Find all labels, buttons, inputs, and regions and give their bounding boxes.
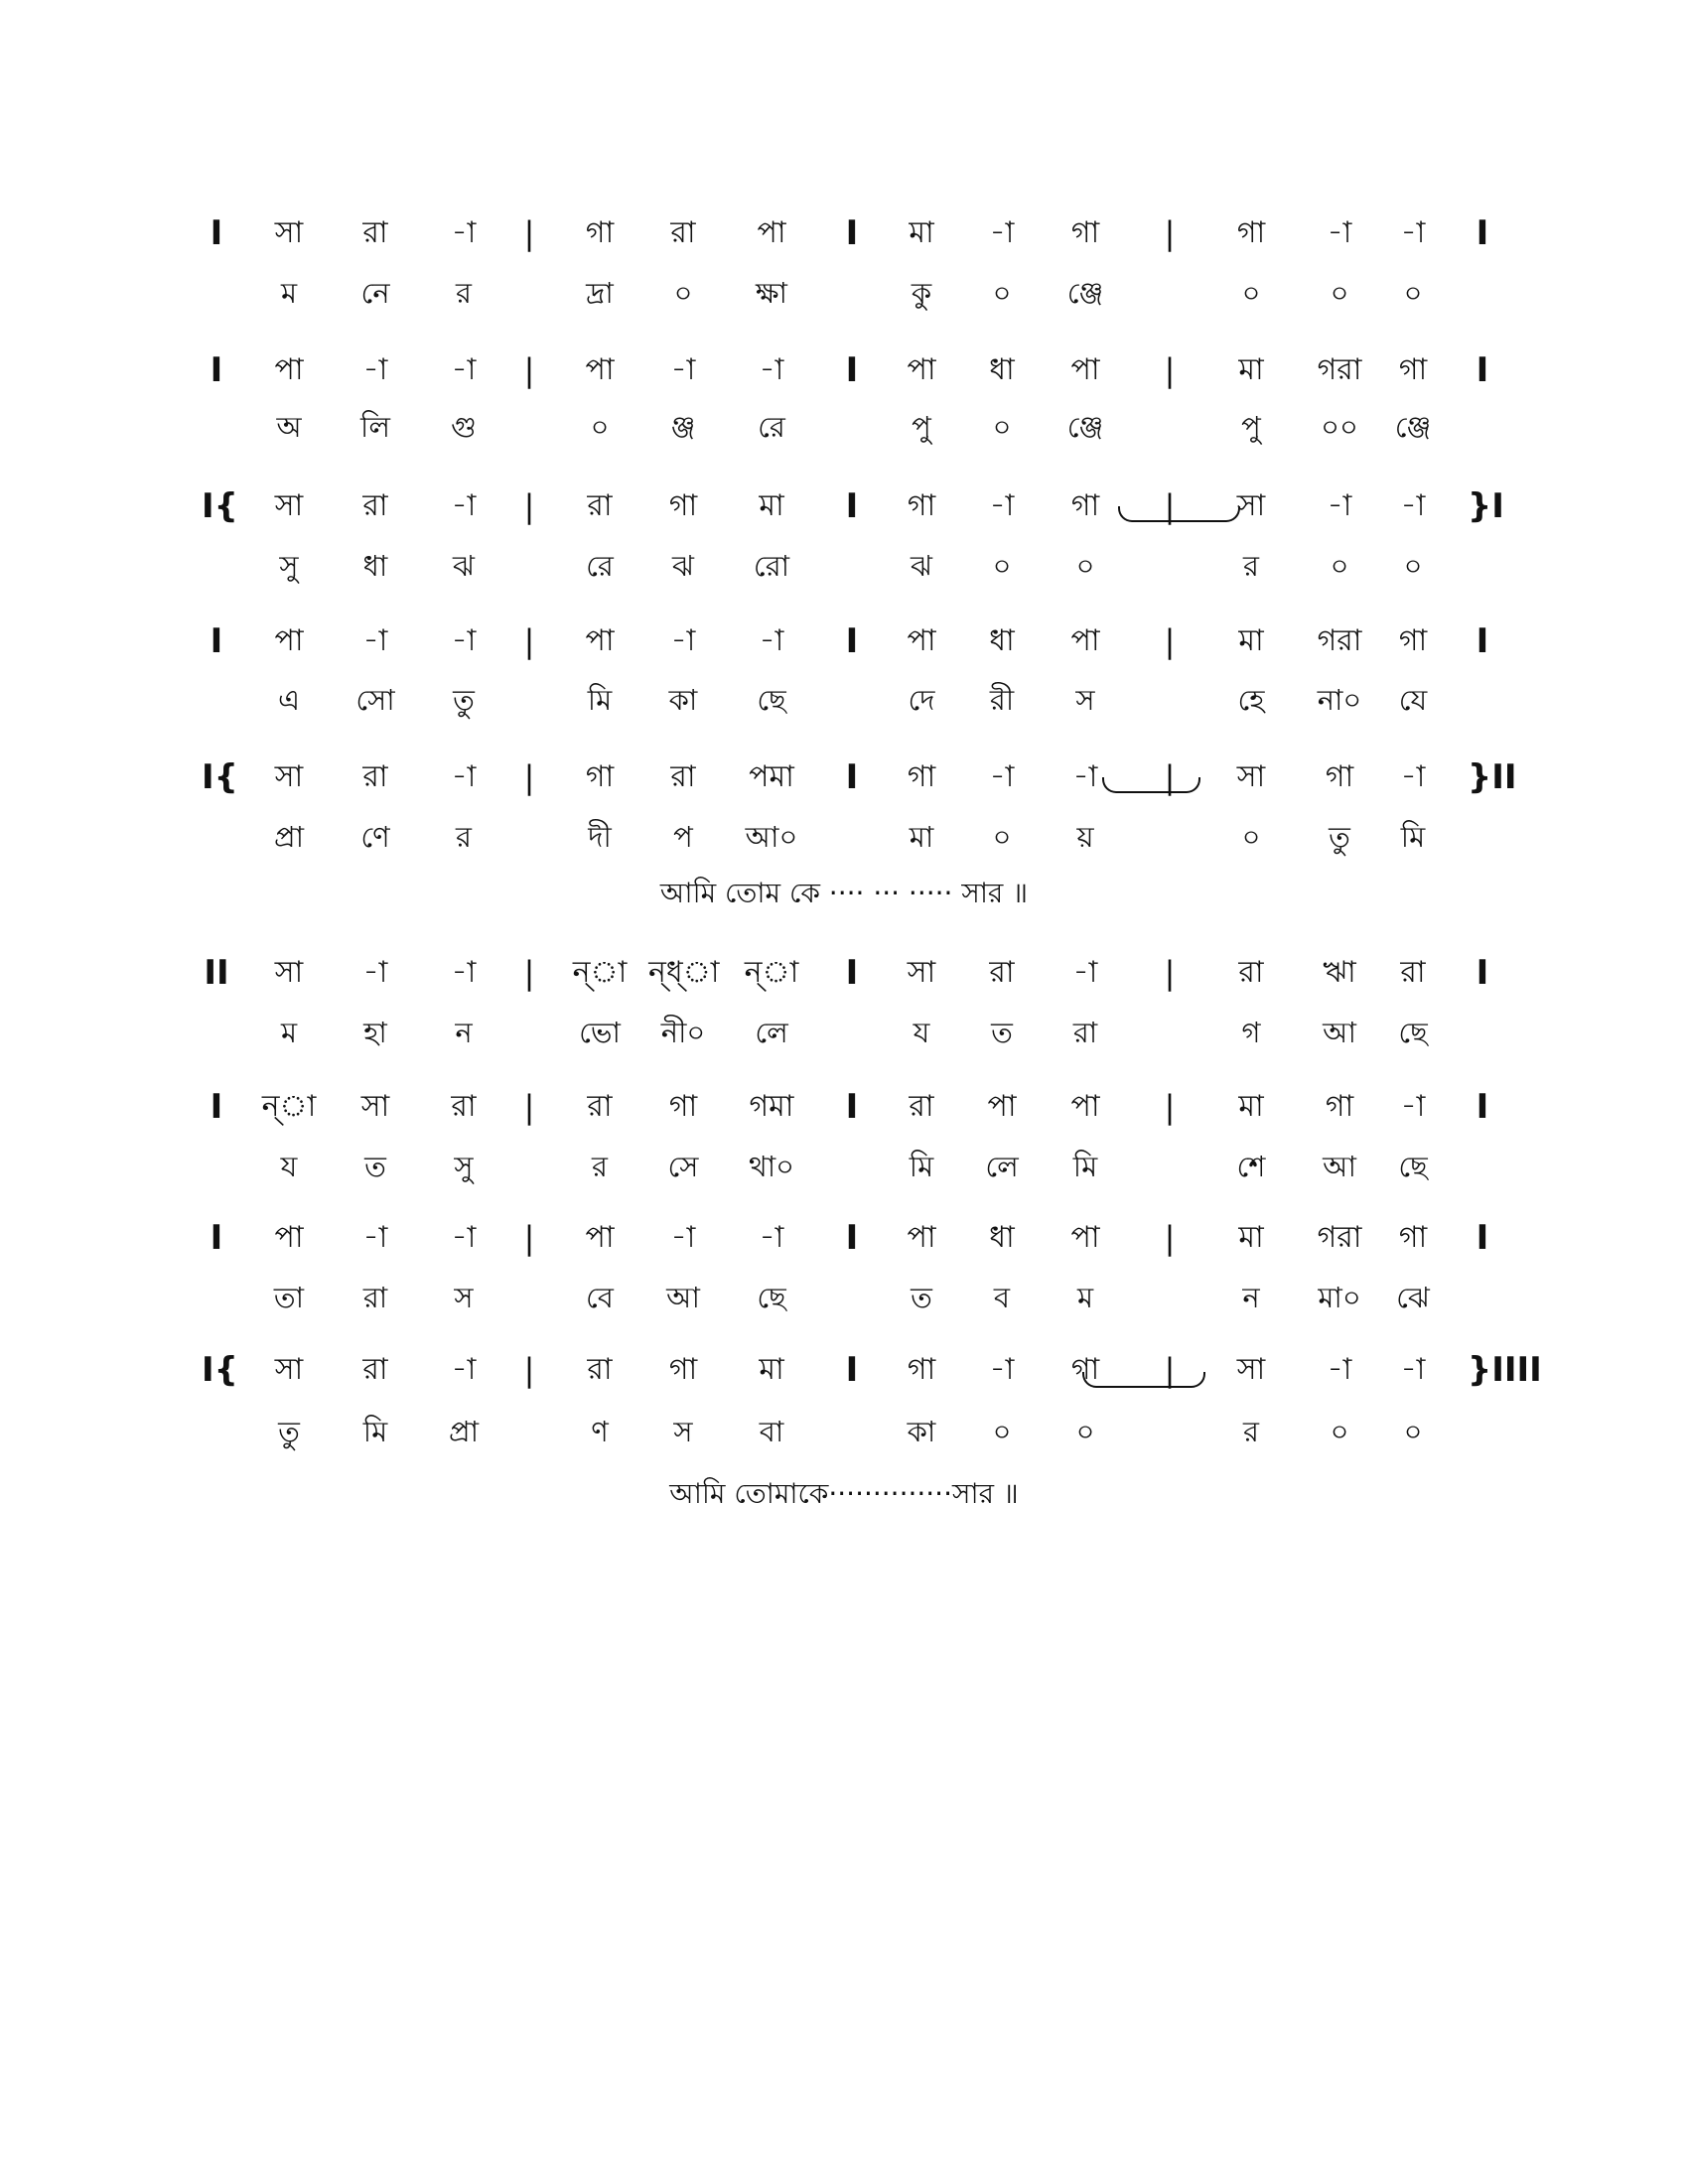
lyric-syllable: যে bbox=[1398, 683, 1428, 717]
note: -া bbox=[759, 352, 784, 387]
note: সা bbox=[1236, 1352, 1266, 1387]
lyric-syllable: মি bbox=[1400, 820, 1426, 854]
note: -া bbox=[451, 1352, 477, 1387]
bar-line: I bbox=[1476, 350, 1489, 390]
notation-line bbox=[0, 1218, 1688, 1258]
note: -া bbox=[451, 623, 477, 658]
lyric-syllable: এ bbox=[277, 683, 301, 717]
lyric-syllable: ০ bbox=[590, 410, 610, 444]
note: রা bbox=[587, 488, 613, 523]
note: রা bbox=[1400, 955, 1426, 990]
lyric-syllable: অ bbox=[276, 410, 302, 444]
bar-line: I bbox=[1476, 953, 1489, 993]
note: -া bbox=[451, 488, 477, 523]
note: -া bbox=[451, 759, 477, 794]
lyric-syllable: ০ bbox=[992, 276, 1012, 310]
lyric-syllable: ঞ্জে bbox=[1394, 410, 1432, 444]
lyric-syllable: তা bbox=[273, 1281, 305, 1314]
lyric-syllable: য bbox=[280, 1150, 298, 1183]
bar-line: | bbox=[523, 954, 535, 992]
note: গা bbox=[668, 488, 698, 523]
notation-line bbox=[0, 1350, 1688, 1390]
note: -া bbox=[451, 1220, 477, 1255]
note: পা bbox=[585, 623, 615, 658]
refrain-line: আমি তোম কে ···· ··· ····· সার ॥ bbox=[659, 877, 1029, 909]
bar-line: I bbox=[1476, 621, 1489, 661]
bar-line: I bbox=[845, 213, 859, 253]
note: গা bbox=[1070, 488, 1100, 523]
lyric-syllable: ঞ্জে bbox=[1066, 276, 1104, 310]
note: রা bbox=[670, 759, 696, 794]
note: গা bbox=[1325, 759, 1354, 794]
lyric-syllable: ধা bbox=[362, 549, 388, 583]
bar-line: I bbox=[1476, 1218, 1489, 1258]
lyric-syllable: ত bbox=[991, 1016, 1013, 1049]
note: পমা bbox=[749, 759, 794, 794]
lyric-syllable: প bbox=[673, 820, 693, 854]
lyric-syllable: র bbox=[592, 1150, 608, 1183]
lyric-syllable: ০ bbox=[992, 410, 1012, 444]
lyric-syllable: মা০ bbox=[1318, 1281, 1361, 1314]
note: গা bbox=[907, 488, 936, 523]
lyric-syllable: গু bbox=[451, 410, 477, 444]
note: -া bbox=[1072, 955, 1098, 990]
note: -া bbox=[989, 1352, 1015, 1387]
note: রা bbox=[362, 215, 388, 250]
note: ন্‌া bbox=[572, 955, 628, 990]
note: -া bbox=[362, 1220, 388, 1255]
lyric-syllable: মি bbox=[362, 1415, 388, 1448]
lyric-syllable: লে bbox=[755, 1016, 788, 1049]
note: মা bbox=[1238, 1220, 1264, 1255]
note: গা bbox=[1398, 352, 1428, 387]
lyric-syllable: ন bbox=[455, 1016, 473, 1049]
lyric-syllable: ঝে bbox=[1396, 1281, 1430, 1314]
lyric-syllable: গ bbox=[1241, 1016, 1261, 1049]
note: সা bbox=[274, 1352, 304, 1387]
bar-line: | bbox=[523, 1219, 535, 1257]
lyric-syllable: ০ bbox=[1075, 1415, 1095, 1448]
lyric-syllable: ব bbox=[993, 1281, 1011, 1314]
note: পা bbox=[274, 352, 304, 387]
note: সা bbox=[360, 1089, 390, 1124]
note: সা bbox=[274, 215, 304, 250]
lyric-syllable: ম bbox=[280, 1016, 298, 1049]
note: সা bbox=[274, 488, 304, 523]
note: ন্‌ধ্‌া bbox=[648, 955, 720, 990]
note: গরা bbox=[1317, 352, 1362, 387]
lyric-line bbox=[0, 1013, 1688, 1052]
bar-line: I bbox=[845, 1350, 859, 1390]
lyric-syllable: রা bbox=[1072, 1016, 1098, 1049]
note: মা bbox=[909, 215, 934, 250]
lyric-syllable: রো bbox=[753, 549, 790, 583]
tie-mark bbox=[1118, 506, 1240, 522]
lyric-syllable: না০ bbox=[1317, 683, 1362, 717]
note: -া bbox=[1400, 488, 1426, 523]
lyric-syllable: ঝ bbox=[911, 549, 932, 583]
lyric-syllable: বা bbox=[759, 1415, 784, 1448]
lyric-syllable: পু bbox=[912, 410, 931, 444]
lyric-syllable: ০ bbox=[1241, 820, 1261, 854]
lyric-syllable: কু bbox=[911, 276, 932, 310]
note: মা bbox=[759, 1352, 784, 1387]
refrain-line: আমি তোমাকে··············সার ॥ bbox=[669, 1477, 1019, 1510]
lyric-syllable: প্রা bbox=[273, 820, 305, 854]
lyric-line bbox=[0, 1147, 1688, 1186]
note: গা bbox=[1398, 623, 1428, 658]
note: গা bbox=[907, 1352, 936, 1387]
lyric-syllable: হা bbox=[363, 1016, 387, 1049]
note: ধা bbox=[989, 1220, 1015, 1255]
lyric-line bbox=[0, 273, 1688, 313]
note: গা bbox=[1325, 1089, 1354, 1124]
note: -া bbox=[1327, 215, 1352, 250]
note: -া bbox=[759, 1220, 784, 1255]
lyric-syllable: ০ bbox=[992, 549, 1012, 583]
lyric-syllable: ভো bbox=[579, 1016, 621, 1049]
lyric-syllable: কা bbox=[668, 683, 698, 717]
lyric-syllable: দ্রা bbox=[586, 276, 614, 310]
notation-line bbox=[0, 757, 1688, 797]
bar-line: I bbox=[845, 757, 859, 797]
note: ধা bbox=[989, 352, 1015, 387]
note: সা bbox=[1236, 759, 1266, 794]
lyric-syllable: আ bbox=[1323, 1150, 1356, 1183]
lyric-syllable: তু bbox=[278, 1415, 300, 1448]
bar-line: I{ bbox=[202, 757, 238, 797]
note: পা bbox=[1070, 352, 1100, 387]
lyric-syllable: রা bbox=[362, 1281, 388, 1314]
lyric-syllable: ম bbox=[1076, 1281, 1094, 1314]
lyric-syllable: মি bbox=[909, 1150, 934, 1183]
lyric-syllable: মি bbox=[1072, 1150, 1098, 1183]
note: গা bbox=[907, 759, 936, 794]
notation-line bbox=[0, 486, 1688, 526]
notation-line bbox=[0, 213, 1688, 253]
lyric-syllable: সে bbox=[667, 1150, 699, 1183]
lyric-syllable: স bbox=[454, 1281, 474, 1314]
lyric-syllable: মা bbox=[909, 820, 934, 854]
notation-line bbox=[0, 953, 1688, 993]
note: -া bbox=[362, 352, 388, 387]
lyric-line bbox=[0, 546, 1688, 586]
note: রা bbox=[587, 1089, 613, 1124]
bar-line: | bbox=[523, 1351, 535, 1389]
lyric-syllable: সু bbox=[279, 549, 299, 583]
note: গা bbox=[1236, 215, 1266, 250]
note: -া bbox=[451, 215, 477, 250]
bar-line: I bbox=[845, 1218, 859, 1258]
note: মা bbox=[759, 488, 784, 523]
lyric-syllable: বে bbox=[586, 1281, 614, 1314]
note: পা bbox=[585, 352, 615, 387]
tie-mark bbox=[1082, 1372, 1205, 1388]
lyric-syllable: দে bbox=[908, 683, 935, 717]
note: -া bbox=[989, 215, 1015, 250]
bar-line: I bbox=[845, 350, 859, 390]
lyric-syllable: ০ bbox=[1330, 1415, 1349, 1448]
bar-line: }I bbox=[1468, 486, 1504, 526]
lyric-syllable: র bbox=[456, 276, 472, 310]
bar-line: | bbox=[523, 214, 535, 252]
lyric-syllable: র bbox=[1243, 1415, 1259, 1448]
note: রা bbox=[587, 1352, 613, 1387]
note: রা bbox=[362, 759, 388, 794]
lyric-syllable: ত bbox=[364, 1150, 386, 1183]
note: -া bbox=[989, 488, 1015, 523]
bar-line: | bbox=[1164, 622, 1176, 660]
note: গরা bbox=[1317, 623, 1362, 658]
lyric-syllable: রী bbox=[989, 683, 1015, 717]
lyric-syllable: ম bbox=[280, 276, 298, 310]
note: পা bbox=[1070, 623, 1100, 658]
bar-line: I bbox=[845, 953, 859, 993]
note: -া bbox=[1072, 759, 1098, 794]
note: পা bbox=[1070, 1220, 1100, 1255]
note: রা bbox=[451, 1089, 477, 1124]
bar-line: | bbox=[523, 351, 535, 389]
lyric-syllable: র bbox=[1243, 549, 1259, 583]
note: পা bbox=[274, 623, 304, 658]
lyric-syllable: লি bbox=[360, 410, 390, 444]
bar-line: II bbox=[204, 953, 229, 993]
note: রা bbox=[670, 215, 696, 250]
lyric-syllable: ০ bbox=[1241, 276, 1261, 310]
bar-line: }IIII bbox=[1468, 1350, 1542, 1390]
lyric-syllable: আ০ bbox=[745, 820, 798, 854]
note: গা bbox=[585, 215, 615, 250]
bar-line: | bbox=[1164, 1351, 1176, 1389]
note: -া bbox=[1400, 215, 1426, 250]
lyric-syllable: য় bbox=[1076, 820, 1094, 854]
bar-line: I{ bbox=[202, 486, 238, 526]
bar-line: I bbox=[210, 1087, 223, 1127]
bar-line: | bbox=[523, 487, 535, 525]
lyric-line bbox=[0, 1412, 1688, 1451]
bar-line: }II bbox=[1468, 757, 1517, 797]
lyric-syllable: ঞ্জ bbox=[670, 410, 696, 444]
note: -া bbox=[670, 1220, 696, 1255]
note: -া bbox=[1400, 1352, 1426, 1387]
lyric-syllable: ০ bbox=[1330, 276, 1349, 310]
note: -া bbox=[451, 352, 477, 387]
note: -া bbox=[1400, 759, 1426, 794]
lyric-syllable: শে bbox=[1236, 1150, 1266, 1183]
lyric-syllable: তু bbox=[453, 683, 475, 717]
note: মা bbox=[1238, 1089, 1264, 1124]
note: মা bbox=[1238, 352, 1264, 387]
bar-line: I{ bbox=[202, 1350, 238, 1390]
note: -া bbox=[670, 352, 696, 387]
lyric-line bbox=[0, 680, 1688, 720]
lyric-syllable: ছে bbox=[757, 1281, 786, 1314]
note: রা bbox=[909, 1089, 934, 1124]
note: পা bbox=[907, 352, 936, 387]
note: -া bbox=[451, 955, 477, 990]
lyric-syllable: থা০ bbox=[748, 1150, 795, 1183]
lyric-syllable: স bbox=[1075, 683, 1095, 717]
notation-line bbox=[0, 350, 1688, 390]
lyric-syllable: ০ bbox=[992, 820, 1012, 854]
lyric-syllable: ছে bbox=[757, 683, 786, 717]
bar-line: I bbox=[845, 1087, 859, 1127]
bar-line: I bbox=[845, 486, 859, 526]
note: ন্‌া bbox=[261, 1089, 317, 1124]
note: -া bbox=[362, 955, 388, 990]
lyric-syllable: রে bbox=[758, 410, 785, 444]
bar-line: I bbox=[1476, 213, 1489, 253]
lyric-syllable: ত bbox=[911, 1281, 932, 1314]
note: পা bbox=[907, 623, 936, 658]
lyric-syllable: ঝ bbox=[672, 549, 694, 583]
lyric-syllable: ০ bbox=[1403, 1415, 1423, 1448]
bar-line: | bbox=[1164, 954, 1176, 992]
lyric-syllable: লে bbox=[985, 1150, 1019, 1183]
bar-line: I bbox=[1476, 1087, 1489, 1127]
note: গা bbox=[1398, 1220, 1428, 1255]
note: মা bbox=[1238, 623, 1264, 658]
note: -া bbox=[1327, 488, 1352, 523]
note: পা bbox=[585, 1220, 615, 1255]
lyric-syllable: মি bbox=[587, 683, 613, 717]
note: গা bbox=[1070, 215, 1100, 250]
note: পা bbox=[1070, 1089, 1100, 1124]
bar-line: | bbox=[1164, 214, 1176, 252]
lyric-syllable: সো bbox=[355, 683, 395, 717]
bar-line: | bbox=[1164, 1088, 1176, 1126]
note: গা bbox=[1070, 1352, 1100, 1387]
note: পা bbox=[274, 1220, 304, 1255]
lyric-syllable: য bbox=[913, 1016, 930, 1049]
lyric-syllable: ০ bbox=[1330, 549, 1349, 583]
bar-line: I bbox=[210, 1218, 223, 1258]
note: গরা bbox=[1317, 1220, 1362, 1255]
lyric-syllable: ০ bbox=[673, 276, 693, 310]
note: -া bbox=[670, 623, 696, 658]
lyric-syllable: নী০ bbox=[660, 1016, 706, 1049]
note: ন্‌া bbox=[744, 955, 799, 990]
note: গমা bbox=[749, 1089, 794, 1124]
lyric-syllable: আ bbox=[1323, 1016, 1356, 1049]
bar-line: | bbox=[1164, 1219, 1176, 1257]
lyric-syllable: রে bbox=[586, 549, 614, 583]
lyric-syllable: র bbox=[456, 820, 472, 854]
note: গা bbox=[668, 1089, 698, 1124]
lyric-syllable: ০০ bbox=[1321, 410, 1358, 444]
lyric-line bbox=[0, 817, 1688, 857]
note: -া bbox=[362, 623, 388, 658]
lyric-syllable: হে bbox=[1237, 683, 1265, 717]
lyric-syllable: দী bbox=[588, 820, 612, 854]
note: পা bbox=[757, 215, 786, 250]
lyric-line bbox=[0, 407, 1688, 447]
bar-line: | bbox=[1164, 351, 1176, 389]
lyric-syllable: আ bbox=[666, 1281, 700, 1314]
note: সা bbox=[274, 955, 304, 990]
note: সা bbox=[907, 955, 936, 990]
lyric-syllable: ০ bbox=[1075, 549, 1095, 583]
lyric-syllable: পু bbox=[1241, 410, 1261, 444]
lyric-syllable: ণ bbox=[591, 1415, 609, 1448]
lyric-syllable: ণে bbox=[360, 820, 390, 854]
notation-line bbox=[0, 621, 1688, 661]
lyric-syllable: নে bbox=[360, 276, 390, 310]
lyric-syllable: ঞ্জে bbox=[1066, 410, 1104, 444]
note: গা bbox=[668, 1352, 698, 1387]
note: রা bbox=[362, 488, 388, 523]
note: -া bbox=[989, 759, 1015, 794]
bar-line: | bbox=[1164, 758, 1176, 796]
bar-line: | bbox=[1164, 487, 1176, 525]
note: -া bbox=[1400, 1089, 1426, 1124]
tie-mark bbox=[1102, 777, 1200, 793]
lyric-syllable: প্রা bbox=[448, 1415, 480, 1448]
note: রা bbox=[989, 955, 1015, 990]
bar-line: | bbox=[523, 1088, 535, 1126]
note: ধা bbox=[989, 623, 1015, 658]
lyric-syllable: ০ bbox=[1403, 549, 1423, 583]
lyric-syllable: স bbox=[673, 1415, 693, 1448]
bar-line: | bbox=[523, 758, 535, 796]
lyric-syllable: ঝ bbox=[453, 549, 475, 583]
note: -া bbox=[759, 623, 784, 658]
note: -া bbox=[1327, 1352, 1352, 1387]
lyric-syllable: কা bbox=[907, 1415, 936, 1448]
note: রা bbox=[362, 1352, 388, 1387]
note: সা bbox=[1236, 488, 1266, 523]
lyric-syllable: ন bbox=[1242, 1281, 1260, 1314]
note: গা bbox=[585, 759, 615, 794]
notation-line bbox=[0, 1087, 1688, 1127]
bar-line: I bbox=[845, 621, 859, 661]
bar-line: I bbox=[210, 350, 223, 390]
lyric-syllable: ছে bbox=[1398, 1016, 1428, 1049]
bar-line: I bbox=[210, 621, 223, 661]
bar-line: | bbox=[523, 622, 535, 660]
note: রা bbox=[1238, 955, 1264, 990]
note: পা bbox=[987, 1089, 1017, 1124]
lyric-syllable: তু bbox=[1329, 820, 1350, 854]
lyric-line bbox=[0, 1278, 1688, 1317]
lyric-syllable: ০ bbox=[992, 1415, 1012, 1448]
lyric-syllable: ক্ষা bbox=[756, 276, 787, 310]
bar-line: I bbox=[210, 213, 223, 253]
note: সা bbox=[274, 759, 304, 794]
note: পা bbox=[907, 1220, 936, 1255]
note: ঋা bbox=[1323, 955, 1356, 990]
lyric-syllable: ০ bbox=[1403, 276, 1423, 310]
lyric-syllable: সু bbox=[454, 1150, 474, 1183]
lyric-syllable: ছে bbox=[1398, 1150, 1428, 1183]
